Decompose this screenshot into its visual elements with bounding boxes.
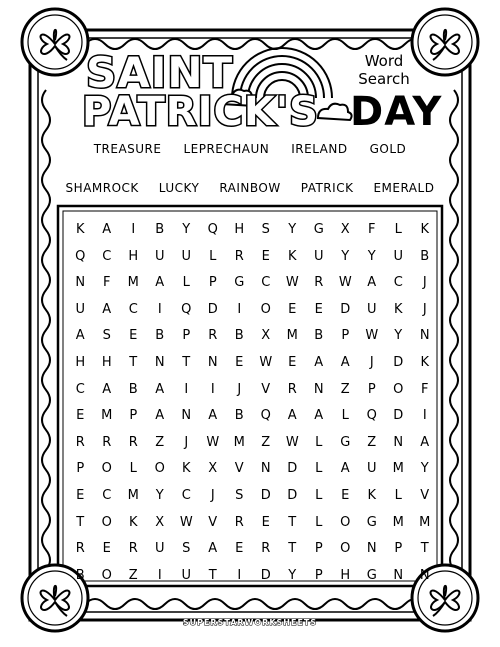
- word-bank-item: LEPRECHAUN: [183, 142, 270, 156]
- grid-letter[interactable]: A: [155, 408, 165, 424]
- grid-letter[interactable]: R: [234, 514, 244, 530]
- wavy-right-border: [450, 90, 458, 570]
- grid-letter[interactable]: S: [235, 487, 244, 503]
- grid-letter[interactable]: K: [128, 514, 138, 530]
- grid-letter[interactable]: U: [181, 248, 191, 264]
- grid-letter[interactable]: T: [420, 541, 429, 557]
- title-line-1: SAINT: [86, 48, 234, 97]
- grid-letter[interactable]: P: [367, 381, 376, 397]
- grid-letter[interactable]: L: [341, 408, 349, 424]
- grid-letter[interactable]: T: [288, 541, 297, 557]
- grid-letter[interactable]: C: [128, 301, 138, 317]
- grid-letter[interactable]: O: [393, 381, 404, 397]
- grid-letter[interactable]: L: [315, 434, 323, 450]
- grid-letter[interactable]: D: [260, 567, 271, 583]
- grid-letter[interactable]: Z: [261, 434, 271, 450]
- grid-letter[interactable]: U: [366, 461, 377, 477]
- grid-letter[interactable]: A: [155, 275, 165, 291]
- grid-letter[interactable]: I: [237, 567, 242, 583]
- grid-letter[interactable]: I: [422, 408, 427, 424]
- word-bank-item: GOLD: [369, 142, 407, 156]
- grid-letter[interactable]: H: [128, 248, 139, 264]
- grid-letter[interactable]: Z: [340, 381, 350, 397]
- grid-letter[interactable]: Q: [207, 222, 218, 237]
- grid-letter[interactable]: N: [419, 567, 430, 583]
- grid-letter[interactable]: A: [340, 461, 350, 477]
- grid-letter[interactable]: H: [340, 567, 351, 583]
- grid-letter[interactable]: P: [208, 275, 217, 291]
- grid-letter[interactable]: P: [182, 328, 191, 344]
- grid-letter[interactable]: E: [129, 328, 138, 344]
- grid-letter[interactable]: I: [157, 567, 162, 583]
- grid-letter[interactable]: I: [131, 222, 136, 237]
- grid-letter[interactable]: H: [234, 222, 245, 237]
- grid-letter[interactable]: C: [261, 275, 271, 291]
- cloud-icon: [318, 104, 352, 120]
- grid-letter[interactable]: Y: [394, 328, 403, 344]
- grid-letter[interactable]: X: [261, 328, 271, 344]
- grid-letter[interactable]: S: [261, 222, 270, 237]
- grid-letter[interactable]: B: [314, 328, 324, 344]
- grid-letter[interactable]: G: [234, 275, 245, 291]
- grid-letter[interactable]: Z: [367, 434, 377, 450]
- grid-letter[interactable]: O: [101, 461, 112, 477]
- grid-letter[interactable]: A: [314, 408, 324, 424]
- grid-letter[interactable]: J: [369, 354, 374, 370]
- title-line-3: DAY: [350, 89, 443, 135]
- grid-letter[interactable]: M: [392, 514, 404, 530]
- grid-letter[interactable]: U: [366, 301, 377, 317]
- grid-letter[interactable]: F: [103, 275, 111, 291]
- shamrock-icon: [412, 9, 478, 75]
- grid-letter[interactable]: N: [393, 434, 404, 450]
- grid-letter[interactable]: M: [127, 275, 139, 291]
- grid-letter[interactable]: V: [420, 487, 430, 503]
- grid-letter[interactable]: N: [260, 461, 271, 477]
- grid-letter[interactable]: D: [207, 301, 218, 317]
- grid-letter[interactable]: P: [341, 328, 350, 344]
- grid-letter[interactable]: N: [75, 275, 86, 291]
- grid-letter[interactable]: L: [129, 461, 137, 477]
- grid-letter[interactable]: O: [154, 461, 165, 477]
- grid-letter[interactable]: O: [340, 541, 351, 557]
- grid-letter[interactable]: P: [129, 408, 138, 424]
- grid-letter[interactable]: D: [393, 408, 404, 424]
- grid-letter[interactable]: C: [102, 248, 112, 264]
- grid-letter[interactable]: Y: [155, 487, 164, 503]
- grid-letter[interactable]: O: [101, 514, 112, 530]
- grid-letter[interactable]: W: [259, 354, 273, 370]
- grid-letter[interactable]: R: [102, 434, 112, 450]
- grid-letter[interactable]: U: [393, 248, 403, 264]
- grid-letter[interactable]: W: [179, 514, 193, 530]
- grid-letter[interactable]: M: [101, 408, 113, 424]
- grid-letter[interactable]: T: [129, 354, 138, 370]
- grid-letter[interactable]: N: [419, 328, 430, 344]
- word-bank-item: PATRICK: [300, 181, 354, 195]
- title-line-2: PATRICK'S: [82, 89, 319, 135]
- word-bank-item: SHAMROCK: [65, 181, 139, 195]
- grid-letter[interactable]: E: [314, 301, 323, 317]
- grid-letter[interactable]: E: [288, 354, 297, 370]
- grid-letter[interactable]: L: [315, 487, 323, 503]
- grid-letter[interactable]: N: [313, 381, 324, 397]
- grid-letter[interactable]: W: [206, 434, 220, 450]
- grid-letter[interactable]: B: [128, 381, 138, 397]
- grid-letter[interactable]: A: [75, 328, 85, 344]
- grid-letter[interactable]: Q: [366, 408, 377, 424]
- grid-letter[interactable]: J: [422, 275, 427, 291]
- grid-letter[interactable]: U: [313, 248, 324, 264]
- grid-letter[interactable]: E: [235, 354, 244, 370]
- grid-letter[interactable]: A: [314, 354, 324, 370]
- grid-letter[interactable]: V: [261, 381, 271, 397]
- grid-letter[interactable]: T: [288, 514, 297, 530]
- grid-letter[interactable]: I: [184, 381, 189, 397]
- grid-letter[interactable]: L: [394, 222, 402, 237]
- grid-letter[interactable]: A: [102, 381, 112, 397]
- grid-letter[interactable]: R: [261, 541, 271, 557]
- grid-letter[interactable]: I: [210, 381, 215, 397]
- grid-letter[interactable]: Q: [181, 301, 192, 317]
- grid-letter[interactable]: Y: [288, 567, 297, 583]
- grid-letter[interactable]: B: [155, 328, 165, 344]
- grid-letter[interactable]: E: [102, 541, 111, 557]
- grid-letter[interactable]: K: [287, 248, 297, 264]
- grid-letter[interactable]: E: [261, 514, 270, 530]
- grid-letter[interactable]: E: [261, 248, 270, 264]
- grid-letter[interactable]: G: [366, 567, 377, 583]
- shamrock-icon: [22, 9, 88, 75]
- grid-letter[interactable]: O: [260, 301, 271, 317]
- grid-letter[interactable]: G: [366, 514, 377, 530]
- subtitle-line-1: Word: [364, 52, 404, 70]
- grid-letter[interactable]: Y: [288, 222, 297, 237]
- grid-letter[interactable]: A: [420, 434, 430, 450]
- grid-letter[interactable]: A: [367, 275, 377, 291]
- grid-letter[interactable]: U: [154, 541, 165, 557]
- word-bank-row-2: [60, 181, 440, 195]
- grid-letter[interactable]: K: [420, 354, 430, 370]
- grid-letter[interactable]: N: [366, 541, 377, 557]
- grid-letter[interactable]: N: [207, 354, 218, 370]
- grid-letter[interactable]: A: [155, 381, 165, 397]
- grid-letter[interactable]: F: [421, 381, 429, 397]
- grid-letter[interactable]: P: [314, 567, 323, 583]
- grid-letter[interactable]: K: [367, 487, 377, 503]
- grid-letter[interactable]: K: [75, 222, 85, 237]
- grid-letter[interactable]: K: [181, 461, 191, 477]
- grid-letter[interactable]: Y: [420, 461, 429, 477]
- grid-letter[interactable]: R: [287, 381, 297, 397]
- grid-letter[interactable]: M: [286, 328, 298, 344]
- grid-letter[interactable]: W: [285, 434, 299, 450]
- grid-letter[interactable]: G: [313, 222, 324, 237]
- grid-letter[interactable]: R: [128, 434, 138, 450]
- grid-letter[interactable]: O: [340, 514, 351, 530]
- grid-letter[interactable]: D: [393, 354, 404, 370]
- grid-letter[interactable]: C: [75, 381, 85, 397]
- grid-letter[interactable]: P: [394, 541, 403, 557]
- grid-letter[interactable]: A: [102, 222, 112, 237]
- grid-letter[interactable]: X: [340, 222, 350, 237]
- grid-letter[interactable]: M: [127, 487, 139, 503]
- grid-letter[interactable]: L: [182, 275, 190, 291]
- subtitle-line-2: Search: [358, 70, 410, 88]
- grid-letter[interactable]: L: [315, 514, 323, 530]
- grid-letter[interactable]: N: [181, 408, 192, 424]
- grid-letter[interactable]: T: [182, 354, 191, 370]
- grid-letter[interactable]: G: [340, 434, 351, 450]
- word-bank-row-1: [60, 142, 440, 156]
- grid-letter[interactable]: C: [102, 487, 112, 503]
- wavy-bottom-border: [85, 599, 425, 609]
- grid-letter[interactable]: E: [76, 487, 85, 503]
- grid-letter[interactable]: R: [75, 541, 85, 557]
- word-bank-item: RAINBOW: [219, 181, 281, 195]
- grid-letter[interactable]: B: [234, 408, 244, 424]
- grid-letter[interactable]: A: [340, 354, 350, 370]
- grid-letter[interactable]: M: [392, 461, 404, 477]
- grid-letter[interactable]: R: [75, 434, 85, 450]
- grid-letter[interactable]: D: [340, 301, 351, 317]
- word-bank-item: LUCKY: [158, 181, 200, 195]
- grid-letter[interactable]: S: [102, 328, 111, 344]
- grid-letter[interactable]: A: [208, 408, 218, 424]
- grid-letter[interactable]: J: [422, 301, 427, 317]
- grid-letter[interactable]: A: [287, 408, 297, 424]
- grid-letter[interactable]: T: [208, 567, 217, 583]
- grid-letter[interactable]: P: [76, 461, 85, 477]
- word-bank-item: TREASURE: [93, 142, 162, 156]
- grid-letter[interactable]: V: [234, 461, 244, 477]
- grid-letter[interactable]: W: [365, 328, 379, 344]
- grid-letter[interactable]: U: [75, 301, 85, 317]
- grid-letter[interactable]: A: [102, 301, 112, 317]
- grid-letter[interactable]: I: [157, 301, 162, 317]
- letter-grid: [67, 217, 439, 589]
- word-bank-item: EMERALD: [373, 181, 435, 195]
- grid-letter[interactable]: E: [76, 408, 85, 424]
- grid-letter[interactable]: S: [182, 541, 191, 557]
- grid-letter[interactable]: X: [155, 514, 165, 530]
- grid-letter[interactable]: B: [420, 248, 430, 264]
- grid-letter[interactable]: Z: [155, 434, 165, 450]
- grid-letter[interactable]: V: [208, 514, 218, 530]
- grid-letter[interactable]: X: [208, 461, 218, 477]
- grid-letter[interactable]: B: [234, 328, 244, 344]
- grid-letter[interactable]: Q: [260, 408, 271, 424]
- grid-letter[interactable]: C: [393, 275, 403, 291]
- grid-letter[interactable]: M: [233, 434, 245, 450]
- grid-letter[interactable]: R: [314, 275, 324, 291]
- grid-letter[interactable]: E: [235, 541, 244, 557]
- grid-letter[interactable]: J: [184, 434, 189, 450]
- grid-letter[interactable]: W: [285, 275, 299, 291]
- grid-letter[interactable]: Y: [182, 222, 191, 237]
- footer-brand: SUPERSTARWORKSHEETS: [182, 618, 318, 627]
- grid-letter[interactable]: T: [76, 514, 85, 530]
- wavy-left-border: [42, 90, 50, 570]
- grid-letter[interactable]: L: [394, 487, 402, 503]
- grid-letter[interactable]: F: [368, 222, 376, 237]
- grid-letter[interactable]: M: [419, 514, 431, 530]
- grid-letter[interactable]: K: [420, 222, 430, 237]
- grid-letter[interactable]: W: [338, 275, 352, 291]
- grid-letter[interactable]: J: [237, 381, 242, 397]
- grid-letter[interactable]: H: [75, 354, 86, 370]
- word-bank-item: IRELAND: [291, 142, 348, 156]
- grid-letter[interactable]: R: [234, 248, 244, 264]
- grid-letter[interactable]: K: [393, 301, 403, 317]
- grid-letter[interactable]: D: [260, 487, 271, 503]
- grid-letter[interactable]: D: [287, 461, 298, 477]
- grid-letter[interactable]: E: [288, 301, 297, 317]
- grid-letter[interactable]: U: [154, 248, 165, 264]
- grid-letter[interactable]: L: [315, 461, 323, 477]
- grid-letter[interactable]: R: [128, 541, 138, 557]
- grid-letter[interactable]: D: [287, 487, 298, 503]
- grid-letter[interactable]: Y: [367, 248, 376, 264]
- grid-letter[interactable]: H: [101, 354, 112, 370]
- grid-letter[interactable]: N: [393, 567, 404, 583]
- grid-letter[interactable]: J: [210, 487, 215, 503]
- grid-letter[interactable]: O: [101, 567, 112, 583]
- grid-letter[interactable]: B: [155, 222, 165, 237]
- grid-letter[interactable]: B: [75, 567, 85, 583]
- grid-letter[interactable]: C: [181, 487, 191, 503]
- grid-letter[interactable]: E: [341, 487, 350, 503]
- grid-letter[interactable]: Z: [128, 567, 138, 583]
- grid-letter[interactable]: A: [208, 541, 218, 557]
- grid-letter[interactable]: U: [181, 567, 191, 583]
- grid-letter[interactable]: L: [209, 248, 217, 264]
- grid-letter[interactable]: N: [154, 354, 165, 370]
- grid-letter[interactable]: P: [314, 541, 323, 557]
- grid-letter[interactable]: I: [237, 301, 242, 317]
- grid-letter[interactable]: Y: [341, 248, 350, 264]
- grid-letter[interactable]: R: [208, 328, 218, 344]
- grid-letter[interactable]: Q: [75, 248, 86, 264]
